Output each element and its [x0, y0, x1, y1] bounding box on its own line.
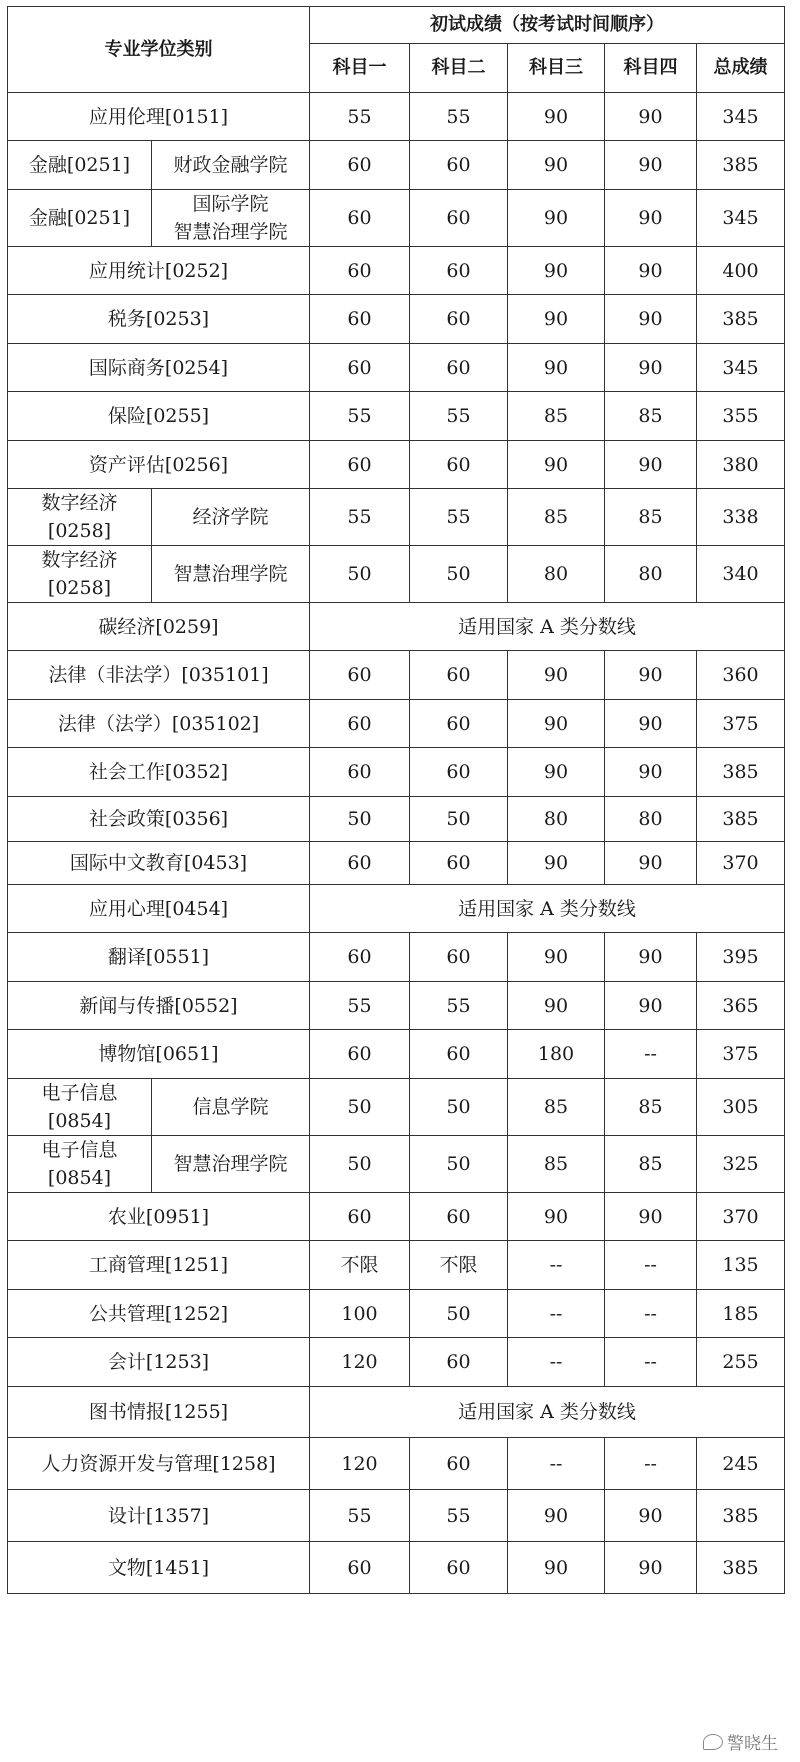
subject-4-score: 90 [605, 344, 697, 392]
total-score: 360 [697, 651, 785, 700]
category-name [8, 489, 152, 546]
subject-2-score: 60 [410, 247, 508, 295]
subject-3-score: 85 [508, 1136, 605, 1193]
category-name-line: 数字经济 [41, 549, 118, 571]
subject-4-score: 90 [605, 190, 697, 247]
category-name: 金融[0251] [8, 190, 152, 247]
table-row [8, 842, 785, 885]
category-name: 应用心理[0454] [8, 885, 310, 933]
subject-4-score: 90 [605, 1542, 697, 1594]
subject-4-score: 80 [605, 546, 697, 603]
subject-3-score: 90 [508, 190, 605, 247]
table-row [8, 1290, 785, 1338]
subject-2-score: 60 [410, 1438, 508, 1490]
college-name-line: 国际学院 [192, 193, 269, 215]
table-row [8, 982, 785, 1030]
subject-1-score: 55 [310, 489, 410, 546]
subject-2-score: 60 [410, 933, 508, 982]
subject-1-score: 120 [310, 1338, 410, 1387]
subject-2-score: 60 [410, 141, 508, 190]
subject-2-score: 50 [410, 1136, 508, 1193]
subject-2-score: 60 [410, 1542, 508, 1594]
total-score: 395 [697, 933, 785, 982]
category-name: 博物馆[0651] [8, 1030, 310, 1079]
table-row [8, 797, 785, 842]
category-name-line: 电子信息 [41, 1139, 118, 1161]
subject-4-score: 85 [605, 1136, 697, 1193]
category-name-line: [0854] [47, 1167, 112, 1189]
subject-3-score: 90 [508, 1193, 605, 1241]
subject-1-score: 55 [310, 392, 410, 441]
total-score: 325 [697, 1136, 785, 1193]
subject-1-score: 60 [310, 295, 410, 344]
category-name-line: 数字经济 [41, 492, 118, 514]
subject-1-score: 55 [310, 982, 410, 1030]
subject-1-score: 60 [310, 748, 410, 797]
category-name: 保险[0255] [8, 392, 310, 441]
total-score: 370 [697, 1193, 785, 1241]
total-score: 380 [697, 441, 785, 489]
college-name: 智慧治理学院 [152, 546, 310, 603]
subject-3-score: 85 [508, 489, 605, 546]
subject-1-score: 60 [310, 190, 410, 247]
category-name: 法律（法学）[035102] [8, 700, 310, 748]
total-score: 365 [697, 982, 785, 1030]
subject-4-score: 90 [605, 842, 697, 885]
subject-1-score: 55 [310, 1490, 410, 1542]
subject-3-score: 90 [508, 982, 605, 1030]
subject-2-score: 50 [410, 1079, 508, 1136]
subject-1-header: 科目一 [310, 44, 410, 93]
table-row [8, 1338, 785, 1387]
subject-4-score: 90 [605, 1193, 697, 1241]
college-name [152, 190, 310, 247]
cutoff-note: 适用国家 A 类分数线 [310, 885, 785, 933]
subject-2-score: 不限 [410, 1241, 508, 1290]
table-row [8, 93, 785, 141]
subject-1-score: 不限 [310, 1241, 410, 1290]
subject-4-score: 90 [605, 1490, 697, 1542]
category-name: 税务[0253] [8, 295, 310, 344]
subject-3-score: 90 [508, 441, 605, 489]
subject-1-score: 60 [310, 1030, 410, 1079]
subject-3-score: 90 [508, 1490, 605, 1542]
table-row [8, 1490, 785, 1542]
subject-2-score: 60 [410, 1030, 508, 1079]
category-name: 工商管理[1251] [8, 1241, 310, 1290]
category-name: 应用伦理[0151] [8, 93, 310, 141]
chat-bubble-icon [703, 1734, 723, 1750]
category-name: 金融[0251] [8, 141, 152, 190]
category-name [8, 1079, 152, 1136]
category-name: 资产评估[0256] [8, 441, 310, 489]
category-name: 设计[1357] [8, 1490, 310, 1542]
table-row [8, 748, 785, 797]
subject-2-score: 55 [410, 1490, 508, 1542]
subject-2-header: 科目二 [410, 44, 508, 93]
total-score: 355 [697, 392, 785, 441]
table-row [8, 141, 785, 190]
total-score: 245 [697, 1438, 785, 1490]
table-row [8, 700, 785, 748]
subject-4-score: -- [605, 1290, 697, 1338]
category-name: 国际中文教育[0453] [8, 842, 310, 885]
subject-4-header: 科目四 [605, 44, 697, 93]
category-name-line: [0258] [47, 577, 112, 599]
category-name: 社会工作[0352] [8, 748, 310, 797]
category-name: 法律（非法学）[035101] [8, 651, 310, 700]
table-row [8, 1079, 785, 1136]
subject-1-score: 60 [310, 1193, 410, 1241]
subject-2-score: 55 [410, 93, 508, 141]
subject-1-score: 120 [310, 1438, 410, 1490]
subject-3-header: 科目三 [508, 44, 605, 93]
subject-4-score: 90 [605, 651, 697, 700]
subject-4-score: 85 [605, 489, 697, 546]
total-score: 385 [697, 1490, 785, 1542]
subject-1-score: 60 [310, 344, 410, 392]
subject-3-score: 90 [508, 842, 605, 885]
college-name-line: 智慧治理学院 [173, 221, 288, 243]
category-name: 国际商务[0254] [8, 344, 310, 392]
subject-3-score: 90 [508, 748, 605, 797]
subject-3-score: 90 [508, 247, 605, 295]
subject-4-score: 90 [605, 748, 697, 797]
total-score: 135 [697, 1241, 785, 1290]
subject-2-score: 60 [410, 190, 508, 247]
total-score: 385 [697, 797, 785, 842]
college-name: 信息学院 [152, 1079, 310, 1136]
subject-4-score: 80 [605, 797, 697, 842]
subject-1-score: 50 [310, 1079, 410, 1136]
subject-3-score: 90 [508, 344, 605, 392]
subject-1-score: 60 [310, 651, 410, 700]
subject-2-score: 60 [410, 295, 508, 344]
subject-3-score: 90 [508, 933, 605, 982]
table-body [8, 93, 785, 1594]
table-row [8, 441, 785, 489]
total-score: 400 [697, 247, 785, 295]
category-name: 社会政策[0356] [8, 797, 310, 842]
category-name: 应用统计[0252] [8, 247, 310, 295]
table-row [8, 344, 785, 392]
table-row [8, 190, 785, 247]
total-score: 375 [697, 700, 785, 748]
subject-1-score: 60 [310, 441, 410, 489]
table-row [8, 885, 785, 933]
subject-2-score: 55 [410, 982, 508, 1030]
subject-3-score: -- [508, 1438, 605, 1490]
subject-2-score: 50 [410, 1290, 508, 1338]
subject-4-score: 90 [605, 982, 697, 1030]
subject-4-score: 90 [605, 700, 697, 748]
category-name: 文物[1451] [8, 1542, 310, 1594]
total-score: 345 [697, 190, 785, 247]
watermark [703, 1729, 778, 1754]
table-row [8, 295, 785, 344]
category-name: 农业[0951] [8, 1193, 310, 1241]
subject-3-score: 90 [508, 141, 605, 190]
total-score: 345 [697, 93, 785, 141]
category-name-line: [0258] [47, 520, 112, 542]
category-name: 图书情报[1255] [8, 1387, 310, 1438]
subject-2-score: 60 [410, 842, 508, 885]
category-name: 人力资源开发与管理[1258] [8, 1438, 310, 1490]
subject-4-score: 85 [605, 392, 697, 441]
total-score: 345 [697, 344, 785, 392]
table-row [8, 546, 785, 603]
subject-1-score: 60 [310, 842, 410, 885]
subject-2-score: 60 [410, 344, 508, 392]
subject-3-score: 90 [508, 295, 605, 344]
subject-3-score: 80 [508, 546, 605, 603]
subject-3-score: 85 [508, 1079, 605, 1136]
cutoff-note: 适用国家 A 类分数线 [310, 1387, 785, 1438]
subject-2-score: 60 [410, 748, 508, 797]
subject-2-score: 50 [410, 546, 508, 603]
score-table [7, 6, 785, 1594]
subject-1-score: 50 [310, 546, 410, 603]
subject-2-score: 60 [410, 1338, 508, 1387]
table-row [8, 392, 785, 441]
table-row [8, 603, 785, 651]
subject-4-score: -- [605, 1438, 697, 1490]
subject-3-score: -- [508, 1241, 605, 1290]
table-row [8, 1030, 785, 1079]
total-score: 370 [697, 842, 785, 885]
subject-4-score: 90 [605, 247, 697, 295]
subject-4-score: -- [605, 1241, 697, 1290]
subject-3-score: 90 [508, 93, 605, 141]
category-name: 公共管理[1252] [8, 1290, 310, 1338]
category-header: 专业学位类别 [8, 7, 310, 93]
subject-2-score: 50 [410, 797, 508, 842]
subject-2-score: 60 [410, 1193, 508, 1241]
total-score: 338 [697, 489, 785, 546]
subject-1-score: 60 [310, 700, 410, 748]
subject-1-score: 100 [310, 1290, 410, 1338]
subject-4-score: 90 [605, 93, 697, 141]
subject-2-score: 60 [410, 651, 508, 700]
subject-1-score: 60 [310, 933, 410, 982]
table-row [8, 933, 785, 982]
table-row [8, 1542, 785, 1594]
category-name [8, 1136, 152, 1193]
subject-1-score: 50 [310, 797, 410, 842]
subject-2-score: 55 [410, 392, 508, 441]
subject-3-score: 90 [508, 1542, 605, 1594]
subject-4-score: 90 [605, 141, 697, 190]
category-name: 碳经济[0259] [8, 603, 310, 651]
category-name: 翻译[0551] [8, 933, 310, 982]
table-row [8, 1387, 785, 1438]
cutoff-note: 适用国家 A 类分数线 [310, 603, 785, 651]
subject-4-score: 90 [605, 295, 697, 344]
table-row [8, 1193, 785, 1241]
total-score: 385 [697, 748, 785, 797]
subject-1-score: 50 [310, 1136, 410, 1193]
subject-3-score: 90 [508, 651, 605, 700]
table-row [8, 651, 785, 700]
subject-1-score: 60 [310, 141, 410, 190]
subject-3-score: 80 [508, 797, 605, 842]
watermark-text: 警晓生 [727, 1734, 778, 1754]
subject-1-score: 60 [310, 247, 410, 295]
subject-1-score: 60 [310, 1542, 410, 1594]
subject-4-score: -- [605, 1338, 697, 1387]
subject-3-score: -- [508, 1290, 605, 1338]
category-name-line: 电子信息 [41, 1082, 118, 1104]
table-row [8, 489, 785, 546]
total-header: 总成绩 [697, 44, 785, 93]
table-row [8, 1438, 785, 1490]
table-row [8, 1241, 785, 1290]
subject-3-score: -- [508, 1338, 605, 1387]
college-name: 财政金融学院 [152, 141, 310, 190]
subject-4-score: -- [605, 1030, 697, 1079]
college-name: 智慧治理学院 [152, 1136, 310, 1193]
total-score: 385 [697, 1542, 785, 1594]
subject-3-score: 180 [508, 1030, 605, 1079]
category-name: 新闻与传播[0552] [8, 982, 310, 1030]
table-row [8, 247, 785, 295]
total-score: 255 [697, 1338, 785, 1387]
subject-1-score: 55 [310, 93, 410, 141]
table-row [8, 1136, 785, 1193]
total-score: 375 [697, 1030, 785, 1079]
subject-3-score: 90 [508, 700, 605, 748]
category-name [8, 546, 152, 603]
subject-4-score: 90 [605, 933, 697, 982]
total-score: 305 [697, 1079, 785, 1136]
category-name: 会计[1253] [8, 1338, 310, 1387]
subject-4-score: 85 [605, 1079, 697, 1136]
group-header: 初试成绩（按考试时间顺序） [310, 7, 785, 44]
college-name: 经济学院 [152, 489, 310, 546]
total-score: 385 [697, 141, 785, 190]
subject-3-score: 85 [508, 392, 605, 441]
subject-2-score: 55 [410, 489, 508, 546]
total-score: 385 [697, 295, 785, 344]
subject-4-score: 90 [605, 441, 697, 489]
total-score: 185 [697, 1290, 785, 1338]
total-score: 340 [697, 546, 785, 603]
subject-2-score: 60 [410, 441, 508, 489]
subject-2-score: 60 [410, 700, 508, 748]
category-name-line: [0854] [47, 1110, 112, 1132]
